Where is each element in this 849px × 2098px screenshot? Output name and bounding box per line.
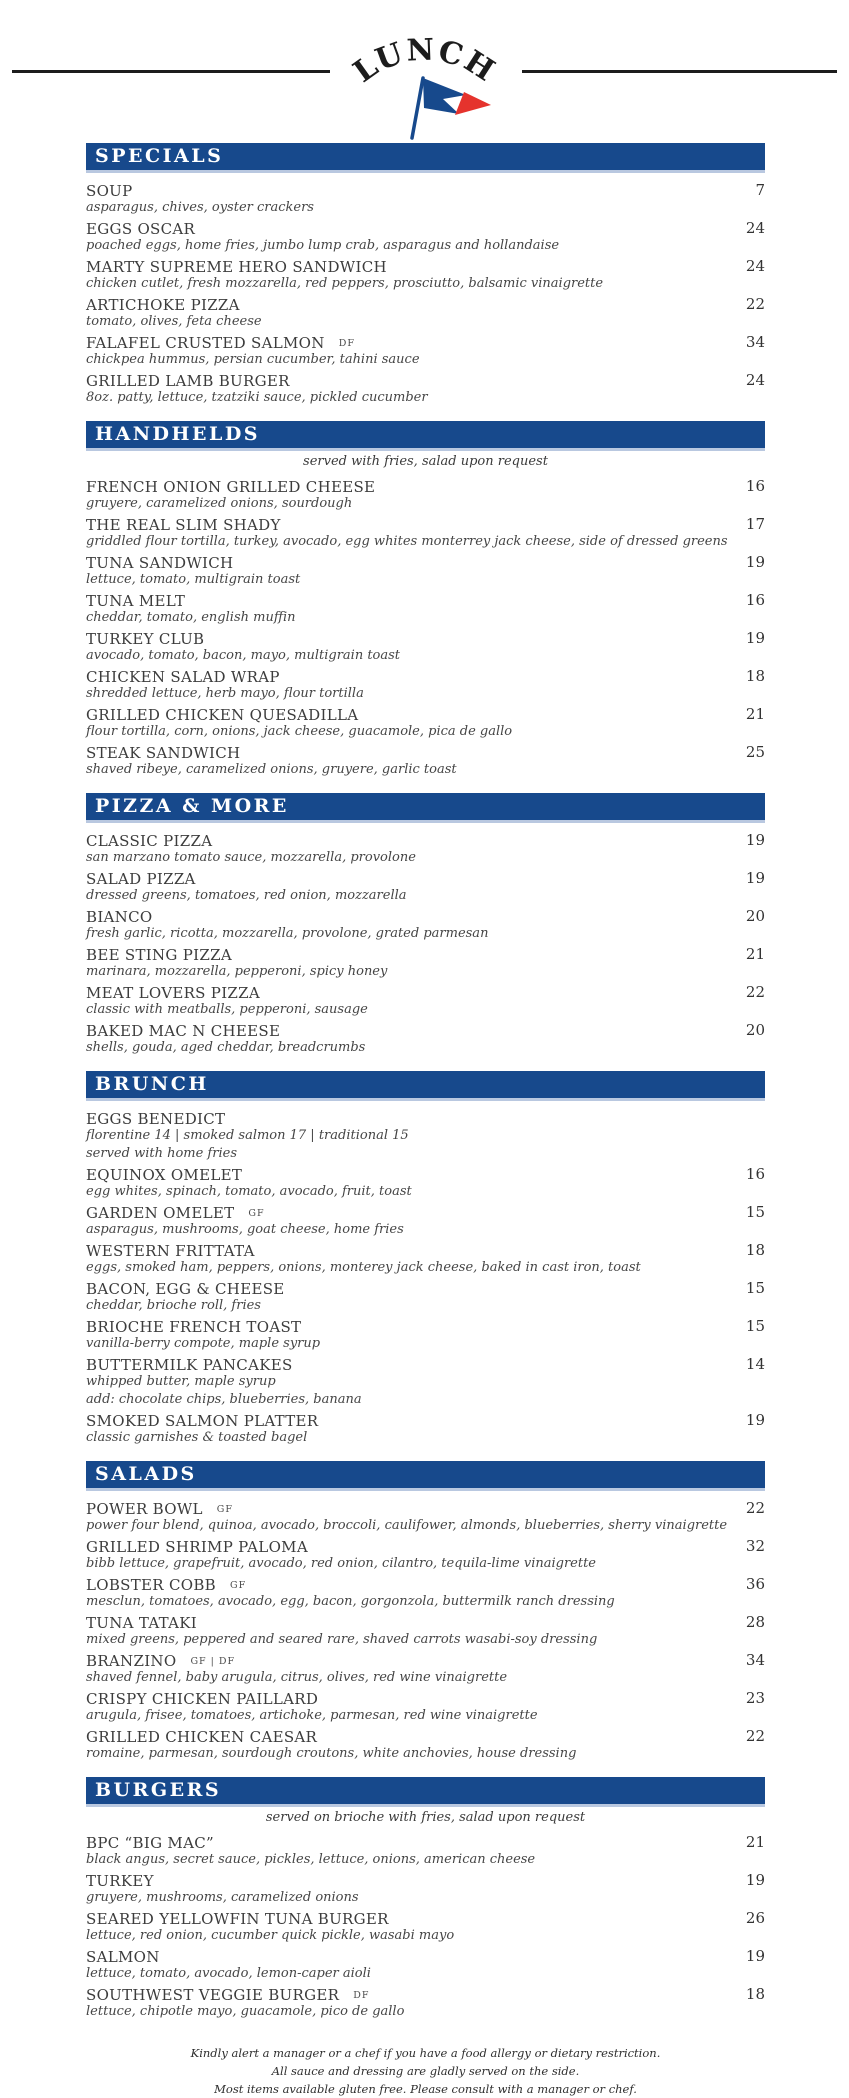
item-name: BIANCO xyxy=(86,908,153,926)
item-price: 32 xyxy=(745,1537,765,1555)
menu-item-text xyxy=(86,1537,733,1571)
item-price: 24 xyxy=(745,219,765,237)
menu-item-text xyxy=(86,371,733,405)
item-name-row xyxy=(86,1985,733,2004)
menu-item xyxy=(86,1833,765,1867)
item-description: san marzano tomato sauce, mozzarella, provolone xyxy=(86,850,416,865)
item-name-row xyxy=(86,983,733,1002)
menu-item-text xyxy=(86,1651,733,1685)
item-price: 16 xyxy=(745,591,765,609)
item-name: SEARED YELLOWFIN TUNA BURGER xyxy=(86,1910,389,1928)
item-name-row xyxy=(86,1871,733,1890)
item-name-row xyxy=(86,1651,733,1670)
menu-item-text xyxy=(86,831,733,865)
menu-item-text xyxy=(86,1411,733,1445)
item-price: 15 xyxy=(745,1279,765,1297)
item-name: BRIOCHE FRENCH TOAST xyxy=(86,1318,302,1336)
item-description: power four blend, quinoa, avocado, broccoli, caulifower, almonds, blueberries, sherry vinaigrette xyxy=(86,1518,728,1533)
menu-item-text xyxy=(86,1317,733,1351)
item-description: romaine, parmesan, sourdough croutons, white anchovies, house dressing xyxy=(86,1746,577,1761)
item-price: 28 xyxy=(745,1613,765,1631)
section-items xyxy=(86,831,765,1055)
item-price: 18 xyxy=(745,1985,765,2003)
menu-item-text xyxy=(86,333,733,367)
item-name-row xyxy=(86,743,733,762)
item-name-row xyxy=(86,181,733,200)
section-title: SPECIALS xyxy=(95,145,224,167)
menu-item-text xyxy=(86,1279,733,1313)
item-description: lettuce, tomato, multigrain toast xyxy=(86,572,301,587)
item-name: SMOKED SALMON PLATTER xyxy=(86,1412,319,1430)
item-description: eggs, smoked ham, peppers, onions, monterey jack cheese, baked in cast iron, toast xyxy=(86,1260,641,1275)
menu-item-text xyxy=(86,1355,733,1407)
header-rule-right xyxy=(522,70,837,73)
item-description: lettuce, tomato, avocado, lemon-caper aioli xyxy=(86,1966,371,1981)
item-name-row xyxy=(86,1109,765,1128)
item-name-row xyxy=(86,1021,733,1040)
item-price: 19 xyxy=(745,1411,765,1429)
menu-item xyxy=(86,945,765,979)
menu-item xyxy=(86,477,765,511)
item-price: 25 xyxy=(745,743,765,761)
section-title: BRUNCH xyxy=(95,1073,209,1095)
section-salads xyxy=(86,1461,765,1761)
item-name: STEAK SANDWICH xyxy=(86,744,241,762)
item-price: 20 xyxy=(745,1021,765,1039)
item-description: shredded lettuce, herb mayo, flour tortilla xyxy=(86,686,364,701)
menu-item xyxy=(86,1499,765,1533)
item-name-row xyxy=(86,1575,733,1594)
item-name-row xyxy=(86,591,733,610)
item-description: vanilla-berry compote, maple syrup xyxy=(86,1336,321,1351)
item-name-row xyxy=(86,907,733,926)
item-price: 24 xyxy=(745,371,765,389)
menu-item xyxy=(86,1689,765,1723)
item-description: egg whites, spinach, tomato, avocado, fruit, toast xyxy=(86,1184,412,1199)
dietary-tag: GF | DF xyxy=(190,1656,236,1667)
section-pizza-and-more xyxy=(86,793,765,1055)
item-name-row xyxy=(86,1947,733,1966)
item-name: TURKEY CLUB xyxy=(86,630,205,648)
item-name: BACON, EGG & CHEESE xyxy=(86,1280,285,1298)
item-name: BUTTERMILK PANCAKES xyxy=(86,1356,293,1374)
item-price: 15 xyxy=(745,1317,765,1335)
section-handhelds xyxy=(86,421,765,777)
item-name-row xyxy=(86,1833,733,1852)
item-name-row xyxy=(86,1203,733,1222)
item-price: 16 xyxy=(745,1165,765,1183)
menu-item-text xyxy=(86,945,733,979)
item-description: mesclun, tomatoes, avocado, egg, bacon, gorgonzola, buttermilk ranch dressing xyxy=(86,1594,615,1609)
menu-item xyxy=(86,1165,765,1199)
menu-item xyxy=(86,1537,765,1571)
item-name-row xyxy=(86,1499,733,1518)
item-description: gruyere, caramelized onions, sourdough xyxy=(86,496,353,511)
menu-item xyxy=(86,1613,765,1647)
menu-item-text xyxy=(86,515,733,549)
item-description: cheddar, brioche roll, fries xyxy=(86,1298,261,1313)
item-price: 34 xyxy=(745,1651,765,1669)
item-name-row xyxy=(86,1165,733,1184)
item-name: CHICKEN SALAD WRAP xyxy=(86,668,280,686)
item-price: 21 xyxy=(745,705,765,723)
item-price: 20 xyxy=(745,907,765,925)
menu-item-text xyxy=(86,1109,765,1161)
menu-item xyxy=(86,1109,765,1161)
flag-pole xyxy=(412,78,423,138)
item-description: classic garnishes & toasted bagel xyxy=(86,1430,308,1445)
menu-item-text xyxy=(86,1727,733,1761)
section-title: PIZZA & MORE xyxy=(95,795,289,817)
item-name-row xyxy=(86,1317,733,1336)
menu-item xyxy=(86,333,765,367)
item-name-row xyxy=(86,257,733,276)
item-description: flour tortilla, corn, onions, jack cheese, guacamole, pica de gallo xyxy=(86,724,513,739)
menu-item-text xyxy=(86,295,733,329)
section-items xyxy=(86,1109,765,1445)
item-name-row xyxy=(86,1411,733,1430)
header-rule-left xyxy=(12,70,330,73)
item-price: 34 xyxy=(745,333,765,351)
item-name: ARTICHOKE PIZZA xyxy=(86,296,240,314)
section-header-bar xyxy=(86,1071,765,1101)
menu-item xyxy=(86,1727,765,1761)
menu-item-text xyxy=(86,477,733,511)
menu-item xyxy=(86,1947,765,1981)
item-name-row xyxy=(86,1909,733,1928)
dietary-tag: GF xyxy=(248,1208,265,1219)
item-name: SOUP xyxy=(86,182,133,200)
dietary-tag: GF xyxy=(230,1580,247,1591)
item-name-row xyxy=(86,667,733,686)
item-name: EQUINOX OMELET xyxy=(86,1166,243,1184)
menu-item-text xyxy=(86,1165,733,1199)
item-name-row xyxy=(86,629,733,648)
item-price: 22 xyxy=(745,1727,765,1745)
section-items xyxy=(86,1833,765,2019)
footer-line-gluten-free: Most items available gluten free. Please consult with a manager or chef. xyxy=(214,2081,637,2096)
menu-item-text xyxy=(86,1985,733,2019)
menu-item-text xyxy=(86,629,733,663)
item-description: shells, gouda, aged cheddar, breadcrumbs xyxy=(86,1040,366,1055)
section-burgers xyxy=(86,1777,765,2019)
menu-item xyxy=(86,1985,765,2019)
menu-item-text xyxy=(86,743,733,777)
item-price: 17 xyxy=(745,515,765,533)
menu-item xyxy=(86,831,765,865)
item-name-row xyxy=(86,1727,733,1746)
item-description: griddled flour tortilla, turkey, avocado, egg whites monterrey jack cheese, side of dressed greens xyxy=(86,534,728,549)
menu-item xyxy=(86,1651,765,1685)
item-name: SALAD PIZZA xyxy=(86,870,196,888)
menu-item-text xyxy=(86,1947,733,1981)
menu-item-text xyxy=(86,591,733,625)
item-price: 19 xyxy=(745,1871,765,1889)
item-name: BEE STING PIZZA xyxy=(86,946,232,964)
section-header-bar xyxy=(86,421,765,451)
item-price: 23 xyxy=(745,1689,765,1707)
menu-item-text xyxy=(86,1909,733,1943)
item-name: EGGS OSCAR xyxy=(86,220,196,238)
item-price: 19 xyxy=(745,553,765,571)
item-name-row xyxy=(86,1241,733,1260)
menu-item-text xyxy=(86,1203,733,1237)
section-note: served with fries, salad upon request xyxy=(303,454,548,469)
menu-item xyxy=(86,1871,765,1905)
item-description: tomato, olives, feta cheese xyxy=(86,314,262,329)
menu-item-text xyxy=(86,181,733,215)
dietary-tag: DF xyxy=(353,1990,370,2001)
item-name: WESTERN FRITTATA xyxy=(86,1242,255,1260)
menu-item xyxy=(86,591,765,625)
menu-item-text xyxy=(86,1021,733,1055)
section-items xyxy=(86,1499,765,1761)
item-description: 8oz. patty, lettuce, tzatziki sauce, pickled cucumber xyxy=(86,390,428,405)
section-items xyxy=(86,181,765,405)
item-description: dressed greens, tomatoes, red onion, mozzarella xyxy=(86,888,407,903)
section-header-bar xyxy=(86,143,765,173)
menu-item-text xyxy=(86,1499,733,1533)
item-price: 19 xyxy=(745,1947,765,1965)
item-description: asparagus, mushrooms, goat cheese, home fries xyxy=(86,1222,404,1237)
menu-item-text xyxy=(86,1613,733,1647)
section-title: SALADS xyxy=(95,1463,197,1485)
item-name: MARTY SUPREME HERO SANDWICH xyxy=(86,258,387,276)
menu-item xyxy=(86,1355,765,1407)
menu-item xyxy=(86,1203,765,1237)
menu-item xyxy=(86,295,765,329)
item-price: 14 xyxy=(745,1355,765,1373)
menu-item xyxy=(86,1241,765,1275)
item-name: GRILLED LAMB BURGER xyxy=(86,372,290,390)
item-name: FRENCH ONION GRILLED CHEESE xyxy=(86,478,376,496)
item-description: asparagus, chives, oyster crackers xyxy=(86,200,314,215)
item-name-row xyxy=(86,945,733,964)
item-description: shaved fennel, baby arugula, citrus, olives, red wine vinaigrette xyxy=(86,1670,508,1685)
lunch-logo-text: LUNCH xyxy=(346,32,502,90)
item-name: SALMON xyxy=(86,1948,160,1966)
item-description: chicken cutlet, fresh mozzarella, red peppers, prosciutto, balsamic vinaigrette xyxy=(86,276,604,291)
menu-item xyxy=(86,869,765,903)
section-note: served on brioche with fries, salad upon request xyxy=(265,1810,586,1825)
item-name: GRILLED CHICKEN QUESADILLA xyxy=(86,706,359,724)
menu-item xyxy=(86,181,765,215)
menu-item xyxy=(86,1575,765,1609)
item-price: 19 xyxy=(745,629,765,647)
item-description-extra: served with home fries xyxy=(86,1146,237,1161)
menu-item-text xyxy=(86,553,733,587)
menu-item xyxy=(86,907,765,941)
section-title: HANDHELDS xyxy=(95,423,261,445)
menu-item xyxy=(86,1279,765,1313)
menu-item-text xyxy=(86,1575,733,1609)
item-description: chickpea hummus, persian cucumber, tahini sauce xyxy=(86,352,420,367)
item-description: cheddar, tomato, english muffin xyxy=(86,610,296,625)
section-title: BURGERS xyxy=(95,1779,222,1801)
menu-item-text xyxy=(86,983,733,1017)
menu-item-text xyxy=(86,667,733,701)
menu-item xyxy=(86,629,765,663)
menu-item xyxy=(86,983,765,1017)
item-description: poached eggs, home fries, jumbo lump crab, asparagus and hollandaise xyxy=(86,238,560,253)
item-name: MEAT LOVERS PIZZA xyxy=(86,984,261,1002)
item-price: 15 xyxy=(745,1203,765,1221)
menu-item-text xyxy=(86,1241,733,1275)
item-name: CRISPY CHICKEN PAILLARD xyxy=(86,1690,319,1708)
item-name: TUNA TATAKI xyxy=(86,1614,198,1632)
menu-item-text xyxy=(86,1833,733,1867)
item-description: lettuce, chipotle mayo, guacamole, pico de gallo xyxy=(86,2004,405,2019)
item-name-row xyxy=(86,1355,733,1374)
menu-item xyxy=(86,553,765,587)
item-name-row xyxy=(86,1689,733,1708)
menu-item-text xyxy=(86,1871,733,1905)
menu-footer xyxy=(86,2045,765,2098)
menu-item xyxy=(86,371,765,405)
section-brunch xyxy=(86,1071,765,1445)
footer-line-sauce: All sauce and dressing are gladly served on the side. xyxy=(271,2063,580,2078)
menu-item xyxy=(86,515,765,549)
menu-item-text xyxy=(86,869,733,903)
item-price: 36 xyxy=(745,1575,765,1593)
section-items xyxy=(86,477,765,777)
menu-header xyxy=(0,0,849,140)
dietary-tag: DF xyxy=(338,338,355,349)
item-price: 22 xyxy=(745,983,765,1001)
item-name: BAKED MAC N CHEESE xyxy=(86,1022,281,1040)
item-name-row xyxy=(86,1537,733,1556)
item-name: GRILLED CHICKEN CAESAR xyxy=(86,1728,318,1746)
item-name-row xyxy=(86,1279,733,1298)
item-price: 26 xyxy=(745,1909,765,1927)
menu-item xyxy=(86,257,765,291)
item-name-row xyxy=(86,371,733,390)
item-price: 22 xyxy=(745,295,765,313)
item-description: shaved ribeye, caramelized onions, gruyere, garlic toast xyxy=(86,762,457,777)
item-price: 22 xyxy=(745,1499,765,1517)
section-header-bar xyxy=(86,793,765,823)
menu-item xyxy=(86,743,765,777)
item-description: avocado, tomato, bacon, mayo, multigrain toast xyxy=(86,648,401,663)
menu-item xyxy=(86,1021,765,1055)
item-name: BRANZINO xyxy=(86,1652,177,1670)
item-name-row xyxy=(86,869,733,888)
section-specials xyxy=(86,143,765,405)
item-price: 21 xyxy=(745,945,765,963)
item-name-row xyxy=(86,515,733,534)
item-price: 18 xyxy=(745,1241,765,1259)
item-name-row xyxy=(86,831,733,850)
item-description: arugula, frisee, tomatoes, artichoke, parmesan, red wine vinaigrette xyxy=(86,1708,538,1723)
item-name: SOUTHWEST VEGGIE BURGER xyxy=(86,1986,340,2004)
item-price: 16 xyxy=(745,477,765,495)
item-price: 7 xyxy=(755,181,765,199)
item-name: FALAFEL CRUSTED SALMON xyxy=(86,334,325,352)
item-name: POWER BOWL xyxy=(86,1500,203,1518)
menu-item xyxy=(86,219,765,253)
menu-item xyxy=(86,1317,765,1351)
item-description: marinara, mozzarella, pepperoni, spicy honey xyxy=(86,964,388,979)
item-price: 24 xyxy=(745,257,765,275)
menu-item xyxy=(86,667,765,701)
item-description-extra: add: chocolate chips, blueberries, banana xyxy=(86,1392,362,1407)
item-description: classic with meatballs, pepperoni, sausage xyxy=(86,1002,368,1017)
item-name: LOBSTER COBB xyxy=(86,1576,216,1594)
menu-item xyxy=(86,1909,765,1943)
item-price: 18 xyxy=(745,667,765,685)
item-name: EGGS BENEDICT xyxy=(86,1110,226,1128)
item-name-row xyxy=(86,477,733,496)
item-name-row xyxy=(86,705,733,724)
item-name: BPC “BIG MAC” xyxy=(86,1834,214,1852)
item-name-row xyxy=(86,333,733,352)
menu-item-text xyxy=(86,907,733,941)
item-description: whipped butter, maple syrup xyxy=(86,1374,276,1389)
item-name: TURKEY xyxy=(86,1872,154,1890)
dietary-tag: GF xyxy=(216,1504,233,1515)
menu-item-text xyxy=(86,257,733,291)
item-price: 21 xyxy=(745,1833,765,1851)
item-description: bibb lettuce, grapefruit, avocado, red onion, cilantro, tequila-lime vinaigrette xyxy=(86,1556,597,1571)
footer-line-allergy: Kindly alert a manager or a chef if you have a food allergy or dietary restriction. xyxy=(190,2046,661,2060)
item-description: black angus, secret sauce, pickles, lettuce, onions, american cheese xyxy=(86,1852,536,1867)
menu-item xyxy=(86,1411,765,1445)
menu-item-text xyxy=(86,705,733,739)
item-price: 19 xyxy=(745,869,765,887)
lunch-logo-graphic xyxy=(339,24,511,142)
item-name-row xyxy=(86,219,733,238)
item-description: lettuce, red onion, cucumber quick pickle, wasabi mayo xyxy=(86,1928,455,1943)
item-description: fresh garlic, ricotta, mozzarella, provolone, grated parmesan xyxy=(86,926,489,941)
item-name-row xyxy=(86,295,733,314)
item-price: 19 xyxy=(745,831,765,849)
item-name-row xyxy=(86,553,733,572)
item-description: gruyere, mushrooms, caramelized onions xyxy=(86,1890,359,1905)
item-name: TUNA MELT xyxy=(86,592,186,610)
item-description: florentine 14 | smoked salmon 17 | traditional 15 xyxy=(86,1128,409,1143)
lunch-logo xyxy=(339,24,511,146)
item-name: GRILLED SHRIMP PALOMA xyxy=(86,1538,308,1556)
menu-item-text xyxy=(86,1689,733,1723)
section-header-bar xyxy=(86,1461,765,1491)
menu-item-text xyxy=(86,219,733,253)
item-name: GARDEN OMELET xyxy=(86,1204,235,1222)
item-description: mixed greens, peppered and seared rare, shaved carrots wasabi-soy dressing xyxy=(86,1632,598,1647)
menu-item xyxy=(86,705,765,739)
item-name: TUNA SANDWICH xyxy=(86,554,234,572)
item-name: THE REAL SLIM SHADY xyxy=(86,516,281,534)
section-header-bar xyxy=(86,1777,765,1807)
menu-content xyxy=(86,143,765,2098)
item-name: CLASSIC PIZZA xyxy=(86,832,213,850)
item-name-row xyxy=(86,1613,733,1632)
